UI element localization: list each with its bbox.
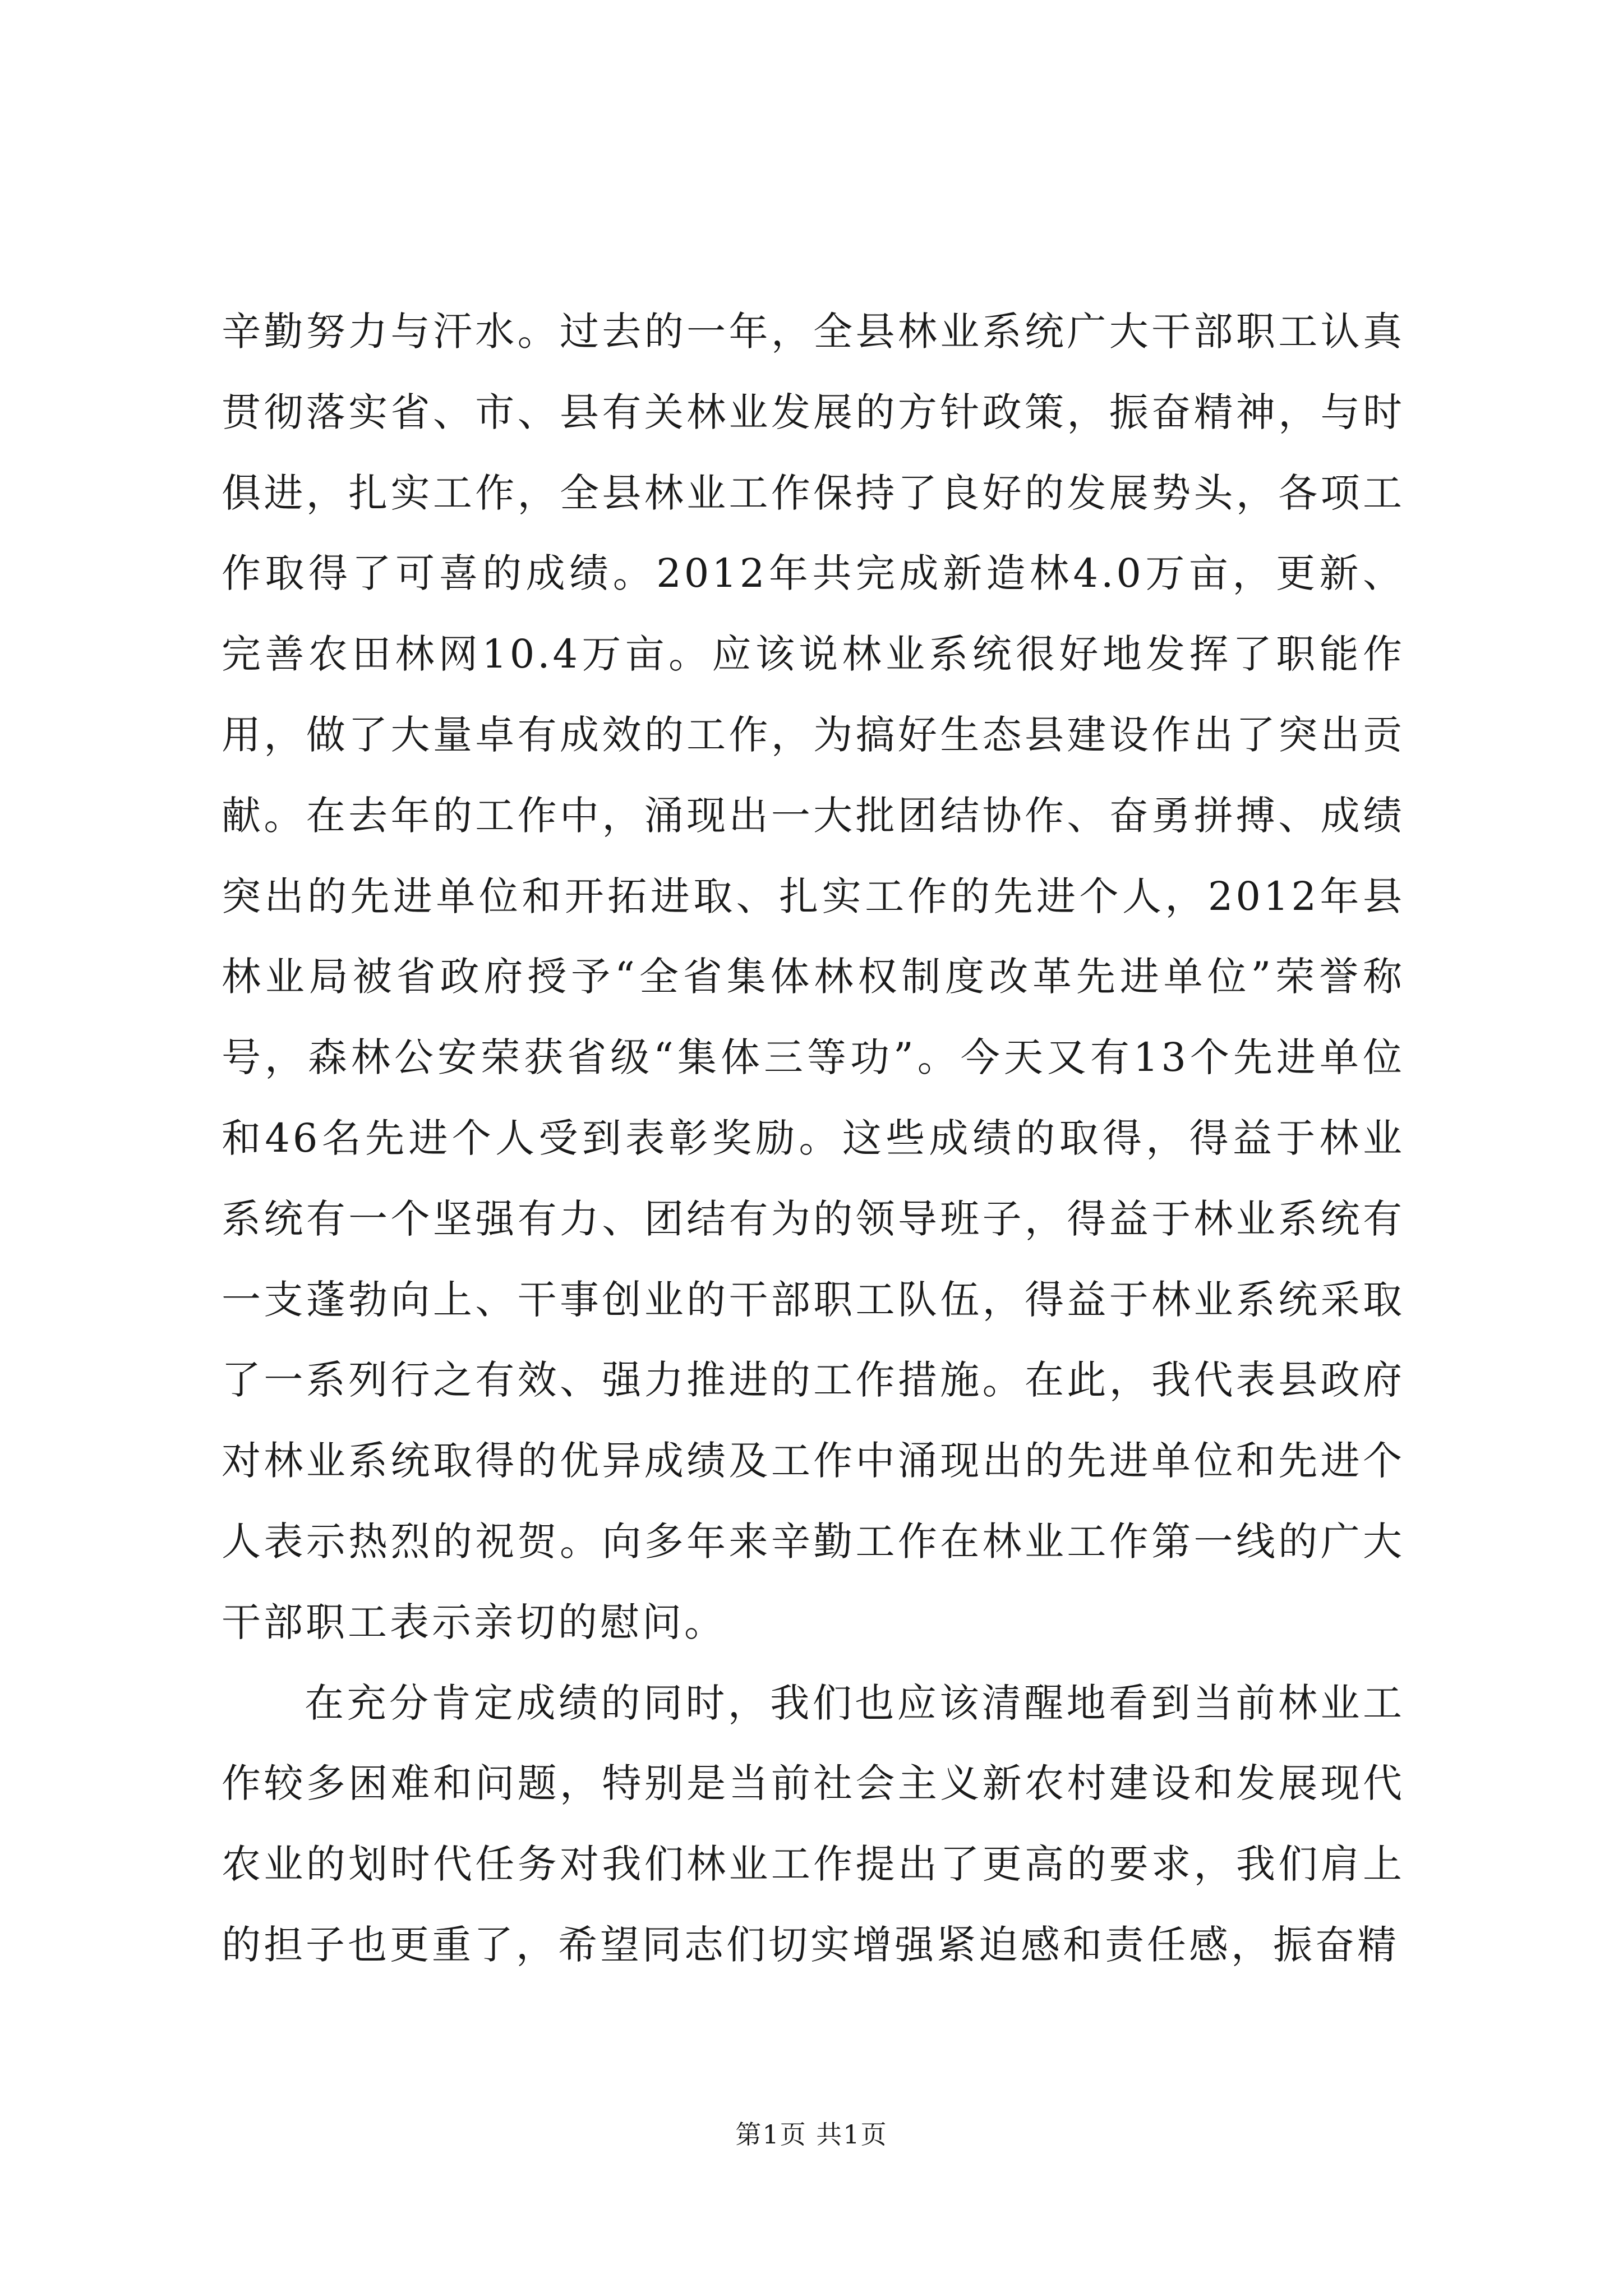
paragraph-achievements: 辛勤努力与汗水。过去的一年，全县林业系统广大干部职工认真贯彻落实省、市、县有关林业发展的方针政策，振奋精神，与时俱进，扎实工作，全县林业工作保持了良好的发展势头，各项工作取得了可喜的成绩。2012年共完成新造林4.0万亩，更新、完善农田林网10.4万亩。应该说林业系统很好地发挥了职能作用，做了大量卓有成效的工作，为搞好生态县建设作出了突出贡献。在去年的工作中，涌现出一大批团结协作、奋勇拼搏、成绩突出的先进单位和开拓进取、扎实工作的先进个人，2012年县林业局被省政府授予“全省集体林权制度改革先进单位”荣誉称号，森林公安荣获省级“集体三等功”。今天又有13个先进单位和46名先进个人受到表彰奖励。这些成绩的取得，得益于林业系统有一个坚强有力、团结有为的领导班子，得益于林业系统有一支蓬勃向上、干事创业的干部职工队伍，得益于林业系统采取了一系列行之有效、强力推进的工作措施。在此，我代表县政府对林业系统取得的优异成绩及工作中涌现出的先进单位和先进个人表示热烈的祝贺。向多年来辛勤工作在林业工作第一线的广大干部职工表示亲切的慰问。 [222,309,1405,1645]
document-body [222,292,1405,1986]
page-footer: 第1页 共1页 [735,2119,888,2150]
paragraph-challenges: 在充分肯定成绩的同时，我们也应该清醒地看到当前林业工作较多困难和问题，特别是当前社会主义新农村建设和发展现代农业的划时代任务对我们林业工作提出了更高的要求，我们肩上的担子也更重了，希望同志们切实增强紧迫感和责任感，振奋精 [222,1680,1405,1968]
